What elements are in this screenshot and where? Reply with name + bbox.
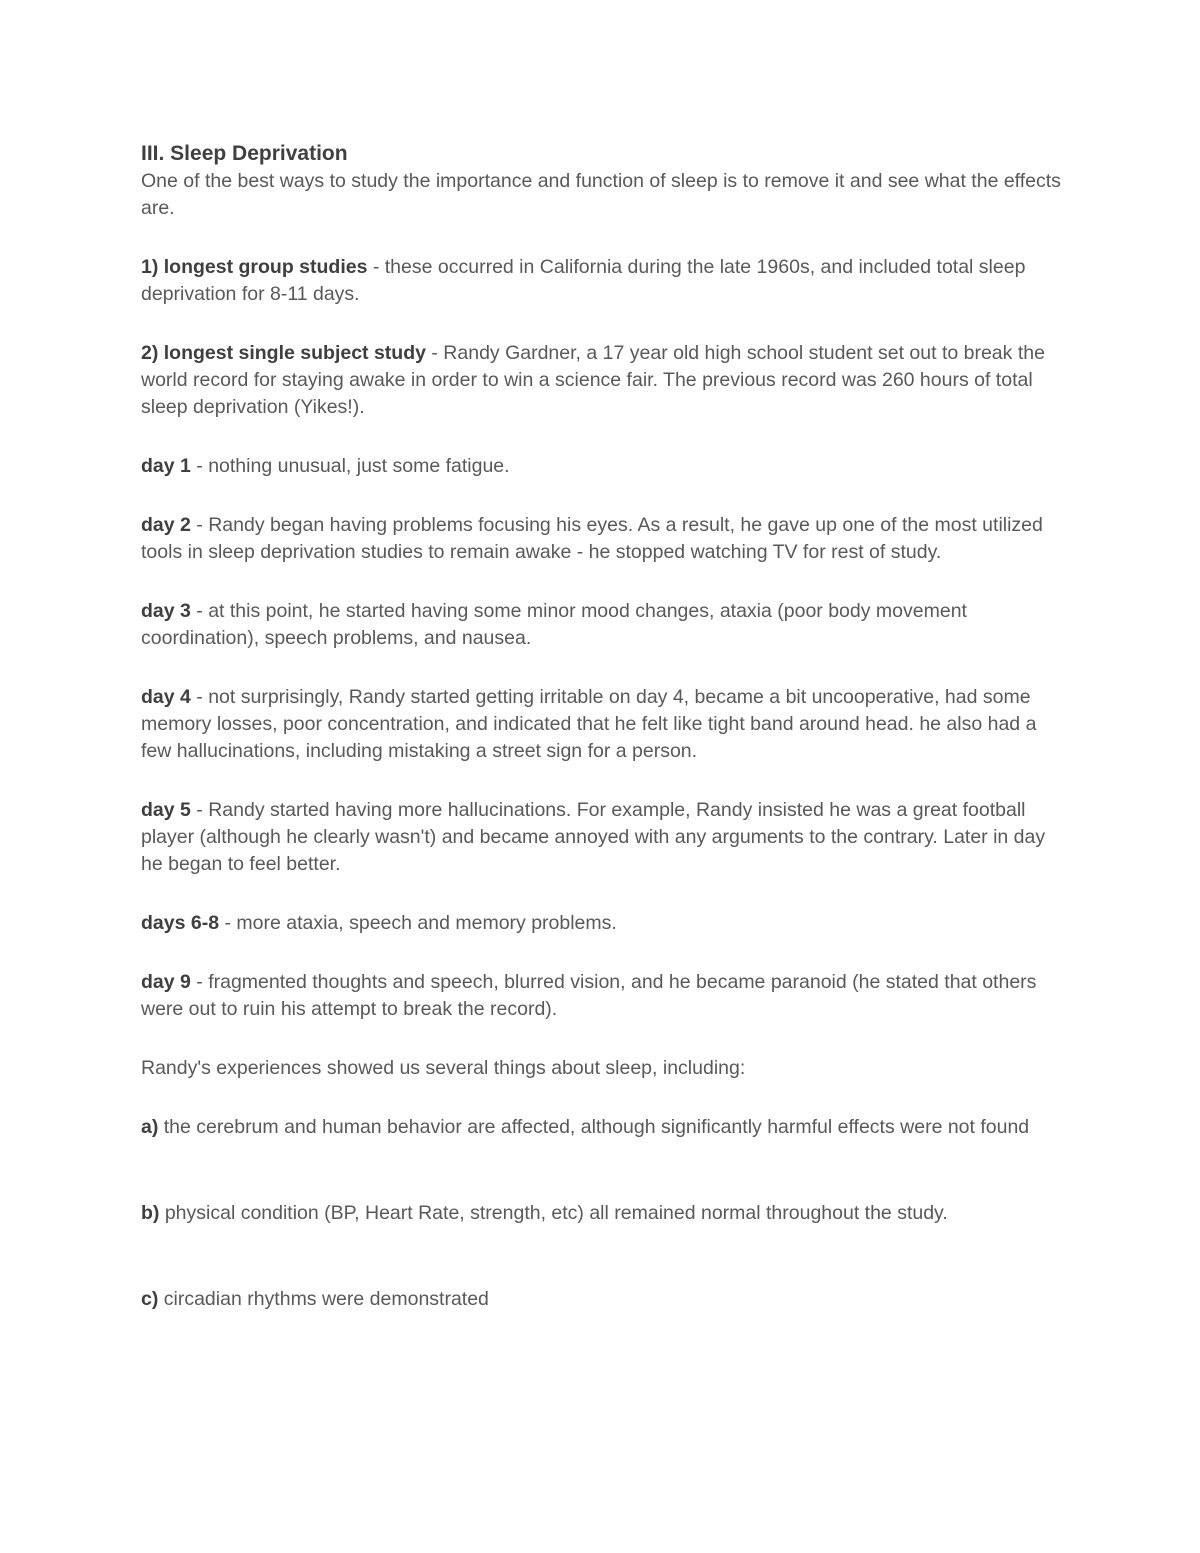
day-4-paragraph bbox=[141, 684, 1066, 765]
day-5-label: day 5 bbox=[141, 799, 191, 821]
days-6-8-text: - more ataxia, speech and memory problems. bbox=[219, 912, 617, 934]
finding-a-label: a) bbox=[141, 1116, 159, 1138]
day-5-paragraph bbox=[141, 797, 1066, 878]
summary-intro: Randy's experiences showed us several things about sleep, including: bbox=[141, 1057, 746, 1079]
finding-b-text: physical condition (BP, Heart Rate, strength, etc) all remained normal throughout the study. bbox=[159, 1202, 948, 1224]
day-9-text: - fragmented thoughts and speech, blurred vision, and he became paranoid (he stated that others were out to ruin his attempt to break the record). bbox=[141, 971, 1037, 1020]
day-2-paragraph bbox=[141, 512, 1066, 566]
finding-c-text: circadian rhythms were demonstrated bbox=[158, 1288, 489, 1310]
day-9-label: day 9 bbox=[141, 971, 191, 993]
day-1-paragraph bbox=[141, 453, 1066, 480]
single-subject-paragraph bbox=[141, 340, 1066, 421]
day-1-text: - nothing unusual, just some fatigue. bbox=[190, 455, 510, 477]
day-5-text: - Randy started having more hallucinations. For example, Randy insisted he was a great football player (although he clearly wasn't) and became annoyed with any arguments to the contrary. Later in day he began to feel better. bbox=[141, 799, 1046, 875]
day-2-text: - Randy began having problems focusing his eyes. As a result, he gave up one of the most utilized tools in sleep deprivation studies to remain awake - he stopped watching TV for rest of study. bbox=[141, 514, 1043, 563]
day-9-paragraph bbox=[141, 969, 1066, 1023]
single-subject-text: - Randy Gardner, a 17 year old high school student set out to break the world record for staying awake in order to win a science fair. The previous record was 260 hours of total sleep deprivation (Yikes!). bbox=[141, 342, 1045, 418]
day-3-paragraph bbox=[141, 598, 1066, 652]
day-4-label: day 4 bbox=[141, 686, 191, 708]
finding-b-label: b) bbox=[141, 1202, 160, 1224]
days-6-8-paragraph bbox=[141, 910, 1066, 937]
days-6-8-label: days 6-8 bbox=[141, 912, 220, 934]
document-body bbox=[141, 140, 1066, 1345]
intro-paragraph: One of the best ways to study the importance and function of sleep is to remove it and see what the effects are. bbox=[141, 170, 1061, 219]
day-3-label: day 3 bbox=[141, 600, 191, 622]
group-studies-text: - these occurred in California during the late 1960s, and included total sleep deprivation for 8-11 days. bbox=[141, 256, 1026, 305]
day-3-text: - at this point, he started having some minor mood changes, ataxia (poor body movement coordination), speech problems, and nausea. bbox=[141, 600, 967, 649]
group-studies-paragraph bbox=[141, 254, 1066, 308]
group-studies-label: 1) longest group studies bbox=[141, 256, 368, 278]
finding-b-paragraph bbox=[141, 1200, 1066, 1227]
day-4-text: - not surprisingly, Randy started getting irritable on day 4, became a bit uncooperative, had some memory losses, poor concentration, and indicated that he felt like tight band around head. he also had a few hallucinations, including mistaking a street sign for a person. bbox=[141, 686, 1037, 762]
day-1-label: day 1 bbox=[141, 455, 191, 477]
section-heading: III. Sleep Deprivation bbox=[141, 142, 348, 165]
single-subject-label: 2) longest single subject study bbox=[141, 342, 426, 364]
finding-a-paragraph bbox=[141, 1114, 1066, 1141]
finding-c-paragraph bbox=[141, 1286, 1066, 1313]
finding-a-text: the cerebrum and human behavior are affected, although significantly harmful effects were not found bbox=[158, 1116, 1030, 1138]
finding-c-label: c) bbox=[141, 1288, 159, 1310]
day-2-label: day 2 bbox=[141, 514, 191, 536]
